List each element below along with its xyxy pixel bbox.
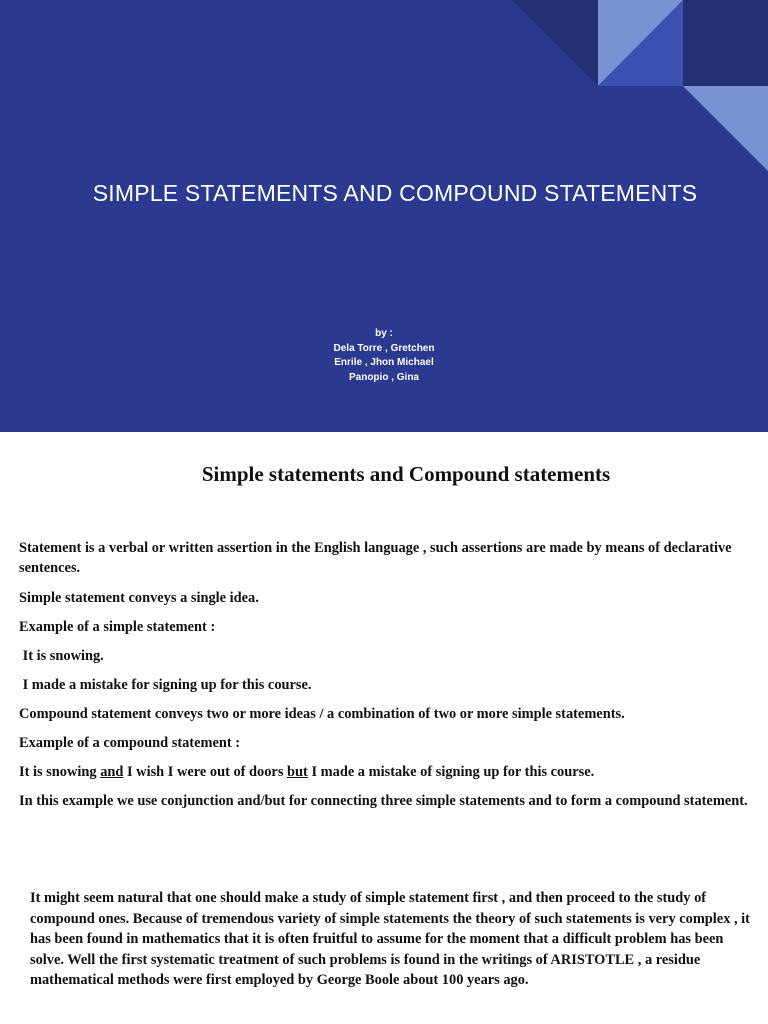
author-name: Enrile , Jhon Michael (334, 357, 434, 368)
dark-triangle-left (512, 0, 598, 86)
document-page (0, 432, 768, 1024)
simple-example-1: It is snowing. (19, 648, 104, 664)
authors-by-label: by : (375, 328, 393, 339)
simple-statement-definition: Simple statement conveys a single idea. (19, 590, 259, 606)
title-slide (0, 0, 768, 432)
author-name: Panopio , Gina (348, 371, 419, 383)
conjunction-note: In this example we use conjunction and/but for connecting three simple statements and to form a compound statement. (19, 793, 748, 809)
author-name: Dela Torre , Gretchen (333, 342, 435, 354)
compound-example-part: I made a mistake of signing up for this course. (307, 764, 595, 780)
author-list (0, 327, 768, 385)
history-paragraph: It might seem natural that one should make a study of simple statement first , and then proceed to the study of compound ones. Because of tremendous variety of simple statements the theory of such statements is very complex , it has been found in mathematics that it is often fruitful to assume for the moment that a difficult problem has been solve. Well the first systematic treatment of such problems is found in the writings of ARISTOTLE , a residue mathematical methods were first employed by George Boole about 100 years ago. (30, 890, 750, 988)
compound-example-part: I wish I were out of doors (123, 764, 288, 780)
slide-title: SIMPLE STATEMENTS AND COMPOUND STATEMENTS (92, 180, 698, 206)
conjunction-and: and (100, 764, 124, 780)
compound-example (19, 762, 749, 782)
light-triangle-bottom (683, 86, 768, 171)
conjunction-but: but (287, 764, 308, 780)
compound-example-heading: Example of a compound statement : (19, 735, 241, 751)
document-title: Simple statements and Compound statements (201, 462, 611, 486)
simple-example-heading: Example of a simple statement : (19, 619, 216, 635)
dark-square (683, 0, 768, 86)
simple-example-2: I made a mistake for signing up for this course. (19, 677, 312, 693)
definition-paragraph: Statement is a verbal or written assertion in the English language , such assertions are made by means of declarative sentences. (19, 540, 732, 576)
compound-statement-definition: Compound statement conveys two or more ideas / a combination of two or more simple statements. (19, 706, 625, 722)
compound-example-part: It is snowing (19, 764, 101, 780)
